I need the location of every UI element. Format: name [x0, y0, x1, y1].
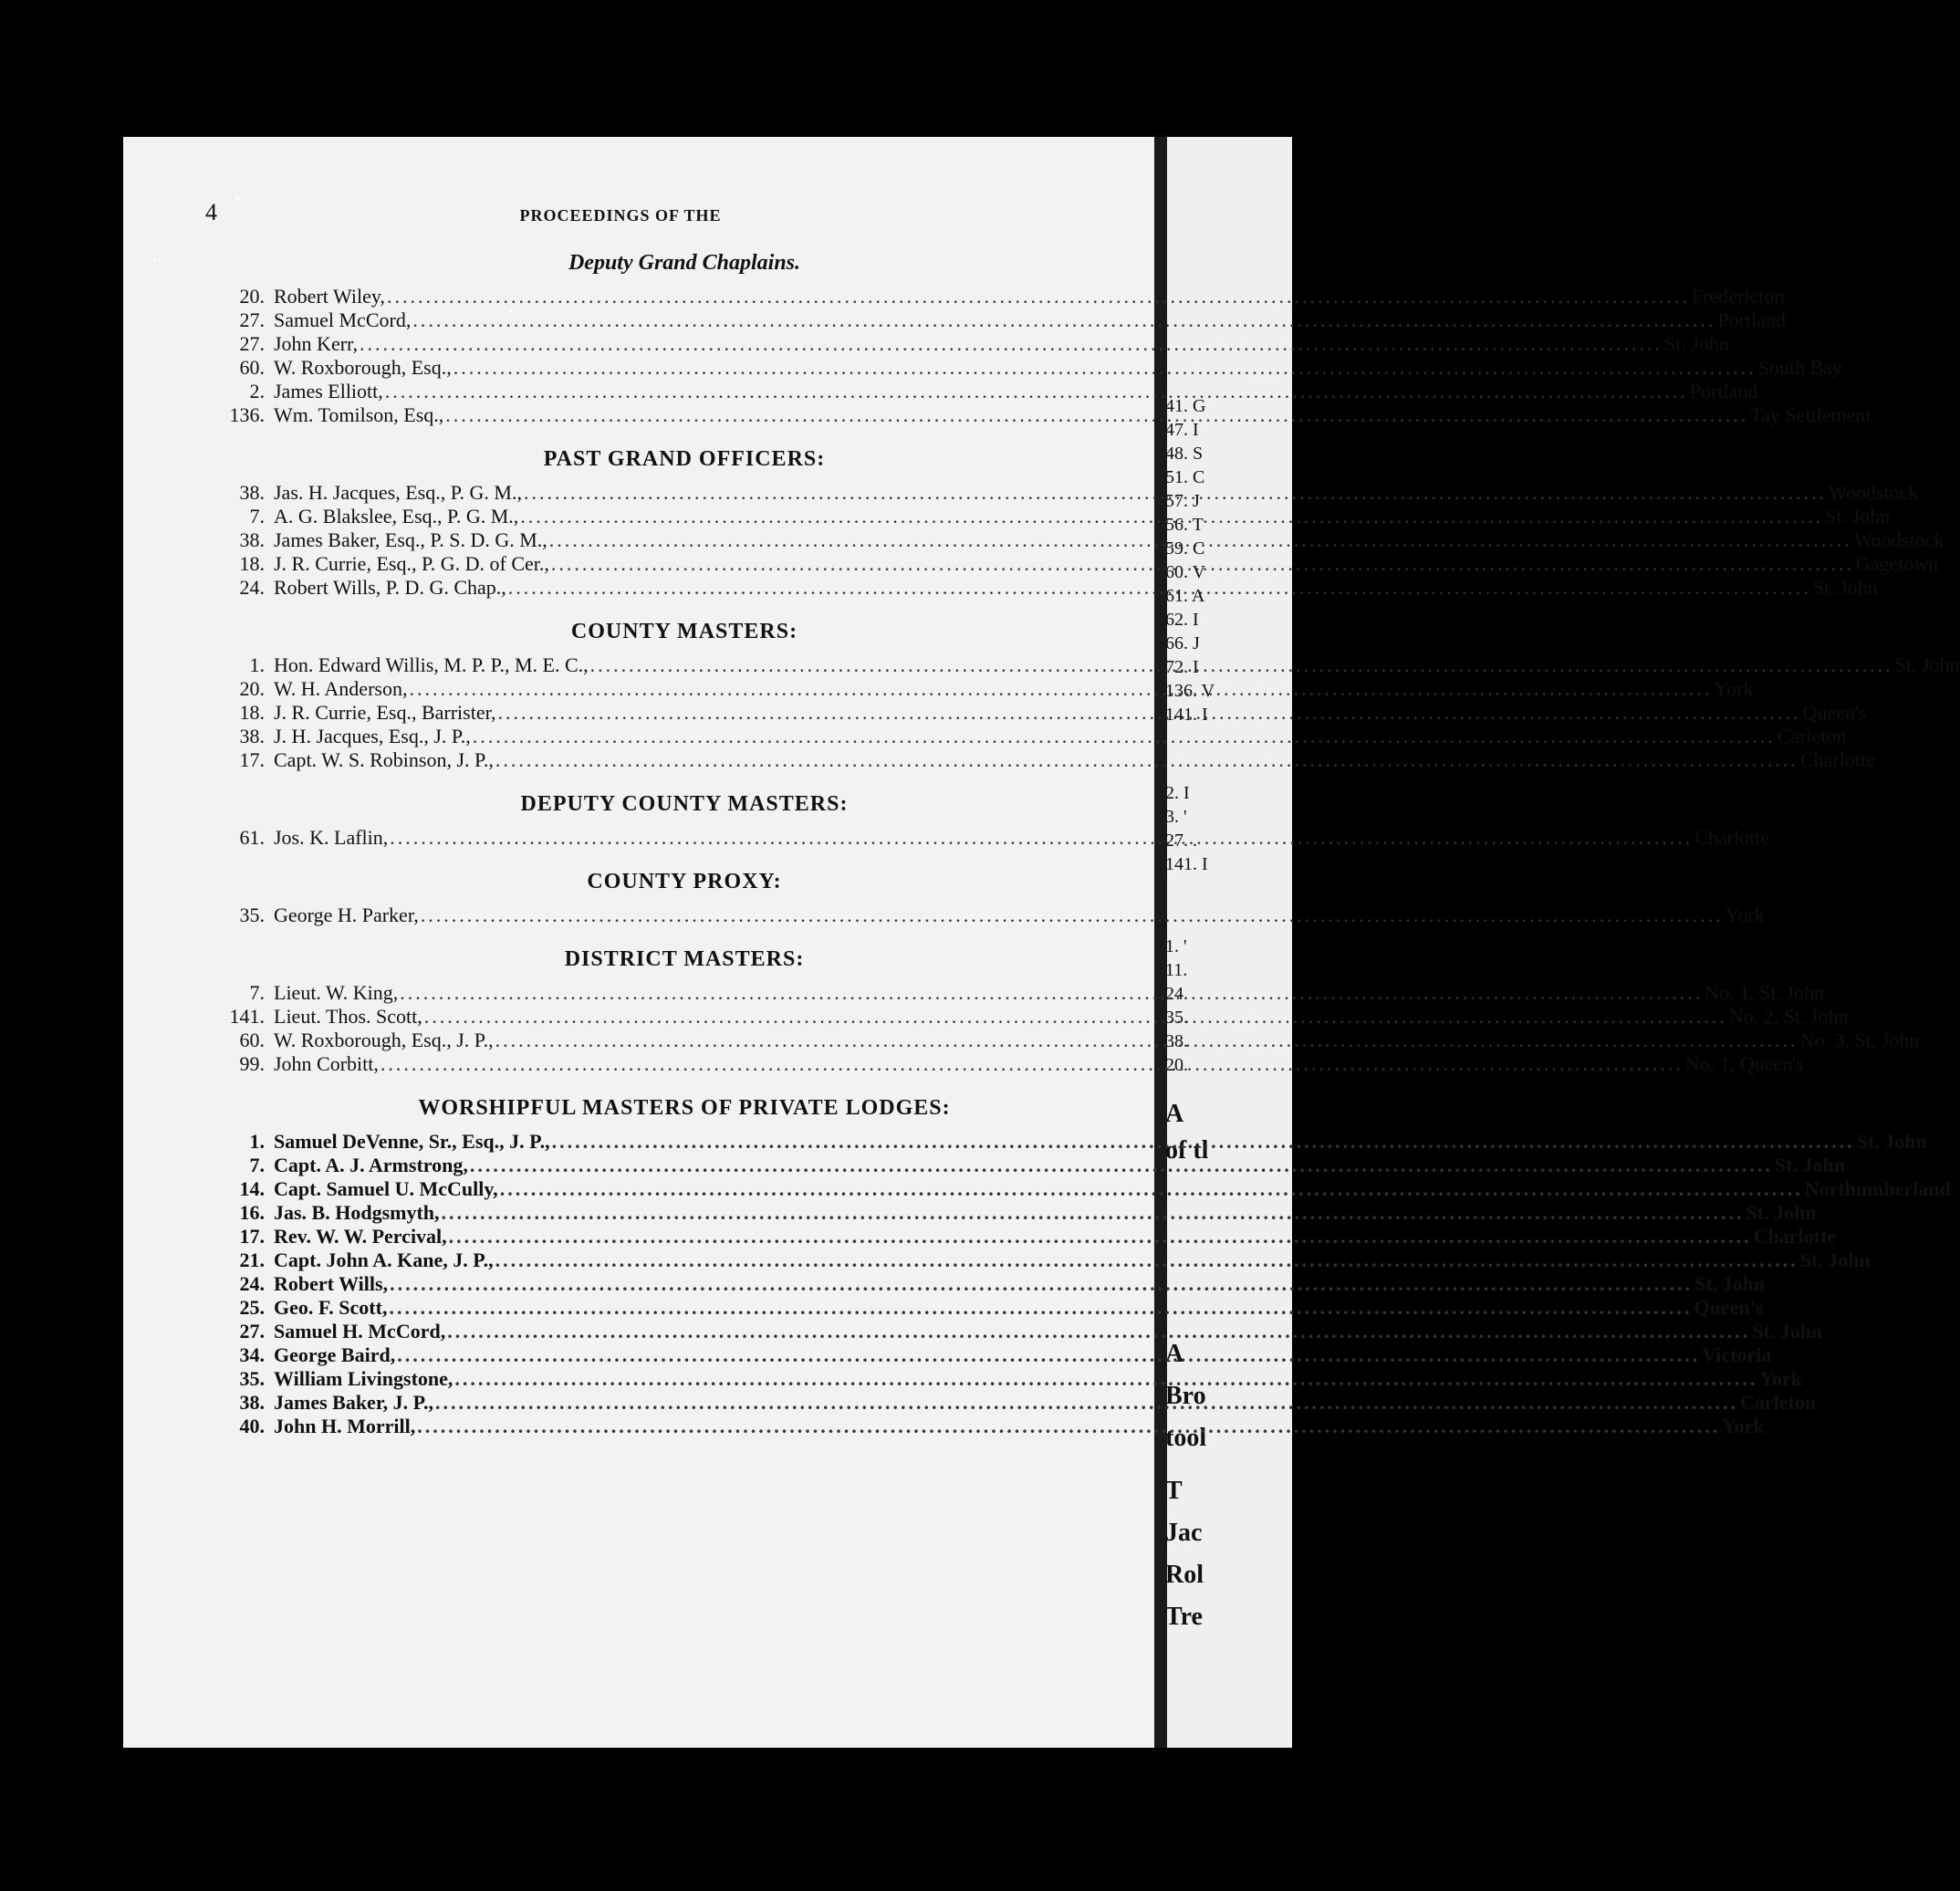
- lodge-number: 141.: [229, 1005, 265, 1028]
- place-name: Woodstock: [1828, 481, 1919, 504]
- member-name: Samuel McCord,: [274, 308, 412, 331]
- lodge-number: 16.: [239, 1201, 265, 1224]
- dot-leader: [390, 826, 1693, 850]
- member-name: A. G. Blakslee, Esq., P. G. M.,: [274, 505, 519, 528]
- dot-leader: [397, 1343, 1700, 1367]
- member-name: Robert Wiley,: [274, 285, 385, 308]
- member-name: Geo. F. Scott,: [274, 1296, 388, 1319]
- lodge-number: 38.: [239, 1391, 265, 1414]
- dot-leader: [454, 1367, 1757, 1391]
- list-item: [210, 1296, 1764, 1320]
- facing-page-fragment: 141. I: [1165, 705, 1208, 725]
- facing-page-fragment: Rol: [1165, 1561, 1204, 1589]
- facing-page-fragment: 62. I: [1165, 610, 1199, 630]
- place-name: Victoria: [1702, 1343, 1772, 1366]
- dot-leader: [400, 981, 1703, 1005]
- list-item: [210, 904, 1765, 927]
- list-item: [210, 1248, 1871, 1272]
- facing-page-fragment: of tl: [1165, 1136, 1209, 1165]
- place-name: Portland: [1717, 308, 1786, 331]
- list-item: [210, 356, 1843, 380]
- facing-page-fragment: 141. I: [1165, 854, 1208, 874]
- lodge-number: 60.: [239, 356, 265, 379]
- dot-leader: [549, 528, 1852, 552]
- lodge-number: 7.: [249, 981, 265, 1004]
- facing-page-fragment: tool: [1165, 1424, 1207, 1452]
- lodge-number: 20.: [239, 285, 265, 308]
- facing-page-fragment: 2. I: [1165, 783, 1190, 803]
- facing-page-fragment: 66. J: [1165, 633, 1200, 653]
- facing-page-fragment: 35.: [1165, 1008, 1188, 1028]
- lodge-number: 1.: [249, 1130, 265, 1153]
- facing-page-fragment: 24.: [1165, 984, 1188, 1004]
- member-name: J. R. Currie, Esq., P. G. D. of Cer.,: [274, 552, 549, 575]
- section-heading: PAST GRAND OFFICERS:: [543, 447, 826, 471]
- member-name: John Kerr,: [274, 332, 358, 355]
- lodge-number: 99.: [239, 1052, 265, 1075]
- place-name: Portland: [1689, 380, 1758, 402]
- list-item: [210, 332, 1729, 356]
- facing-page-fragment: 60. V: [1165, 562, 1206, 582]
- member-name: Capt. John A. Kane, J. P.,: [274, 1248, 494, 1271]
- dot-leader: [473, 725, 1776, 748]
- dot-leader: [421, 904, 1724, 927]
- facing-page-fragment: 136. V: [1165, 681, 1215, 701]
- lodge-number: 34.: [239, 1343, 265, 1366]
- list-item: [210, 1320, 1823, 1343]
- place-name: York: [1759, 1367, 1802, 1390]
- place-name: York: [1714, 677, 1754, 700]
- place-name: No. 1, Queen's: [1684, 1052, 1804, 1075]
- lodge-number: 17.: [239, 748, 265, 771]
- facing-page-fragment: Tre: [1165, 1603, 1203, 1631]
- lodge-number: 24.: [239, 576, 265, 599]
- member-name: Capt. W. S. Robinson, J. P.,: [274, 748, 494, 771]
- place-name: St. John: [1752, 1320, 1823, 1343]
- lodge-number: 2.: [249, 380, 265, 402]
- place-name: St. John: [1825, 505, 1891, 528]
- dot-leader: [417, 1415, 1720, 1438]
- member-name: Jas. H. Jacques, Esq., P. G. M.,: [274, 481, 522, 504]
- list-item: [210, 308, 1786, 332]
- dot-leader: [498, 701, 1801, 725]
- member-name: W. Roxborough, Esq.,: [274, 356, 452, 379]
- print-speck: [235, 196, 239, 200]
- facing-page-fragment: 38.: [1165, 1031, 1188, 1051]
- facing-page-fragment: A: [1165, 1100, 1184, 1128]
- place-name: St. John: [1664, 332, 1729, 355]
- lodge-number: 1.: [249, 653, 265, 676]
- dot-leader: [447, 1320, 1750, 1343]
- list-item: [210, 748, 1875, 772]
- member-name: Lieut. W. King,: [274, 981, 399, 1004]
- section-heading: DISTRICT MASTERS:: [564, 947, 805, 971]
- dot-leader: [445, 403, 1748, 427]
- place-name: Tay Settlement: [1750, 403, 1871, 426]
- place-name: Charlotte: [1694, 826, 1770, 849]
- facing-page-fragment: 48. S: [1165, 444, 1204, 464]
- dot-leader: [524, 481, 1827, 505]
- section-heading: Deputy Grand Chaplains.: [568, 251, 801, 275]
- lodge-number: 17.: [239, 1225, 265, 1248]
- page-number: 4: [205, 199, 217, 225]
- dot-leader: [520, 505, 1823, 528]
- place-name: No. 1, St. John: [1705, 981, 1825, 1004]
- dot-leader: [435, 1391, 1738, 1415]
- dot-leader: [385, 380, 1688, 403]
- lodge-number: 38.: [239, 481, 265, 504]
- place-name: St. John: [1746, 1201, 1817, 1224]
- dot-leader: [390, 1272, 1693, 1296]
- section-heading: WORSHIPFUL MASTERS OF PRIVATE LODGES:: [418, 1096, 951, 1120]
- list-item: [210, 1177, 1951, 1201]
- facing-page-fragment: 56. T: [1165, 515, 1204, 535]
- lodge-number: 35.: [239, 1367, 265, 1390]
- facing-page-fragment: 3. ': [1165, 807, 1187, 827]
- place-name: Northumberland: [1804, 1177, 1951, 1200]
- facing-page-fragment: T: [1165, 1477, 1183, 1505]
- lodge-number: 27.: [239, 332, 265, 355]
- dot-leader: [552, 1130, 1855, 1154]
- dot-leader: [449, 1225, 1752, 1248]
- list-item: [210, 380, 1758, 403]
- list-item: [210, 725, 1847, 748]
- list-item: [210, 1225, 1837, 1248]
- member-name: James Elliott,: [274, 380, 383, 402]
- member-name: Robert Wills,: [274, 1272, 389, 1295]
- lodge-number: 24.: [239, 1272, 265, 1295]
- place-name: York: [1725, 904, 1765, 926]
- lodge-number: 7.: [249, 505, 265, 528]
- dot-leader: [387, 285, 1690, 308]
- member-name: Capt. Samuel U. McCully,: [274, 1177, 498, 1200]
- dot-leader: [495, 1029, 1798, 1052]
- lodge-number: 7.: [249, 1154, 265, 1176]
- section: [210, 870, 1765, 927]
- member-name: Capt. A. J. Armstrong,: [274, 1154, 468, 1176]
- lodge-number: 61.: [239, 826, 265, 849]
- facing-page-fragment: A: [1165, 1340, 1184, 1368]
- facing-page-fragment: 20.: [1165, 1055, 1188, 1075]
- member-name: J. R. Currie, Esq., Barrister,: [274, 701, 496, 724]
- dot-leader: [495, 748, 1798, 772]
- dot-leader: [424, 1005, 1727, 1029]
- place-name: Woodstock: [1853, 528, 1944, 551]
- lodge-number: 27.: [239, 1320, 265, 1343]
- lodge-number: 14.: [239, 1177, 265, 1200]
- member-name: J. H. Jacques, Esq., J. P.,: [274, 725, 471, 747]
- lodge-number: 60.: [239, 1029, 265, 1051]
- lodge-number: 18.: [239, 701, 265, 724]
- facing-page-fragment: Bro: [1165, 1382, 1206, 1410]
- facing-page-fragment: 47. I: [1165, 420, 1199, 440]
- place-name: Charlotte: [1799, 748, 1875, 771]
- place-name: St. John: [1812, 576, 1878, 599]
- facing-page-fragment: 61. A: [1165, 586, 1205, 606]
- place-name: Charlotte: [1753, 1225, 1837, 1248]
- dot-leader: [470, 1154, 1773, 1177]
- place-name: No. 3, St. John: [1799, 1029, 1920, 1051]
- member-name: George Baird,: [274, 1343, 396, 1366]
- list-item: [210, 1272, 1766, 1296]
- lodge-number: 40.: [239, 1415, 265, 1437]
- facing-page-fragment: 27. .: [1165, 831, 1197, 851]
- member-name: John H. Morrill,: [274, 1415, 416, 1437]
- place-name: St. John: [1856, 1130, 1927, 1153]
- running-head: PROCEEDINGS OF THE: [519, 206, 722, 225]
- dot-leader: [551, 552, 1854, 576]
- dot-leader: [442, 1201, 1745, 1225]
- dot-leader: [412, 308, 1715, 332]
- lodge-number: 35.: [239, 904, 265, 926]
- dot-leader: [454, 356, 1757, 380]
- place-name: No. 2, St. John: [1728, 1005, 1849, 1028]
- member-name: Samuel DeVenne, Sr., Esq., J. P.,: [274, 1130, 550, 1153]
- dot-leader: [409, 677, 1712, 701]
- list-item: [210, 1154, 1845, 1177]
- facing-page-fragment: Jac: [1165, 1519, 1203, 1547]
- facing-page-fragment: 41. G: [1165, 396, 1206, 416]
- member-name: Lieut. Thos. Scott,: [274, 1005, 422, 1028]
- lodge-number: 21.: [239, 1248, 265, 1271]
- member-name: Jas. B. Hodgsmyth,: [274, 1201, 440, 1224]
- place-name: South Bay: [1757, 356, 1843, 379]
- member-name: Robert Wills, P. D. G. Chap.,: [274, 576, 506, 599]
- dot-leader: [590, 653, 1893, 677]
- place-name: St. John: [1799, 1248, 1871, 1271]
- member-name: John Corbitt,: [274, 1052, 379, 1075]
- place-name: Carleton: [1740, 1391, 1817, 1414]
- member-name: Wm. Tomilson, Esq.,: [274, 403, 444, 426]
- dot-leader: [500, 1177, 1803, 1201]
- facing-page-fragment: 1. ': [1165, 936, 1187, 956]
- member-name: Samuel H. McCord,: [274, 1320, 446, 1343]
- member-name: Jos. K. Laflin,: [274, 826, 389, 849]
- member-name: Hon. Edward Willis, M. P. P., M. E. C.,: [274, 653, 589, 676]
- facing-page-fragment: 57. J: [1165, 491, 1200, 511]
- print-speck: [153, 258, 156, 261]
- facing-page-fragment: 51. C: [1165, 467, 1205, 487]
- place-name: York: [1722, 1415, 1765, 1437]
- dot-leader: [360, 332, 1663, 356]
- dot-leader: [495, 1248, 1798, 1272]
- member-name: James Baker, J. P.,: [274, 1391, 433, 1414]
- list-item: [210, 285, 1785, 308]
- lodge-number: 25.: [239, 1296, 265, 1319]
- place-name: Carleton: [1777, 725, 1847, 747]
- member-name: W. Roxborough, Esq., J. P.,: [274, 1029, 494, 1051]
- lodge-number: 38.: [239, 725, 265, 747]
- dot-leader: [389, 1296, 1692, 1320]
- lodge-number: 136.: [229, 403, 265, 426]
- list-item: [210, 1367, 1802, 1391]
- lodge-number: 38.: [239, 528, 265, 551]
- section-heading: COUNTY MASTERS:: [570, 620, 798, 643]
- lodge-number: 18.: [239, 552, 265, 575]
- section-heading: DEPUTY COUNTY MASTERS:: [520, 792, 849, 816]
- lodge-number: 20.: [239, 677, 265, 700]
- member-name: James Baker, Esq., P. S. D. G. M.,: [274, 528, 547, 551]
- section-heading: COUNTY PROXY:: [587, 870, 782, 893]
- place-name: St. John: [1694, 1272, 1766, 1295]
- facing-page-fragment: 59. C: [1165, 538, 1205, 559]
- place-name: Fredericton: [1691, 285, 1785, 308]
- lodge-number: 27.: [239, 308, 265, 331]
- place-name: Queen's: [1694, 1296, 1764, 1319]
- member-name: William Livingstone,: [274, 1367, 454, 1390]
- list-item: [210, 1201, 1817, 1225]
- dot-leader: [508, 576, 1811, 600]
- place-name: St. John: [1894, 653, 1960, 676]
- facing-page-fragment: 72. I: [1165, 657, 1199, 677]
- facing-page-fragment: 11.: [1165, 960, 1188, 980]
- member-name: W. H. Anderson,: [274, 677, 408, 700]
- place-name: St. John: [1774, 1154, 1845, 1176]
- place-name: Queen's: [1802, 701, 1867, 724]
- member-name: Rev. W. W. Percival,: [274, 1225, 447, 1248]
- dot-leader: [381, 1052, 1684, 1076]
- place-name: Gagetown: [1855, 552, 1939, 575]
- member-name: George H. Parker,: [274, 904, 419, 926]
- list-item: [210, 1343, 1772, 1367]
